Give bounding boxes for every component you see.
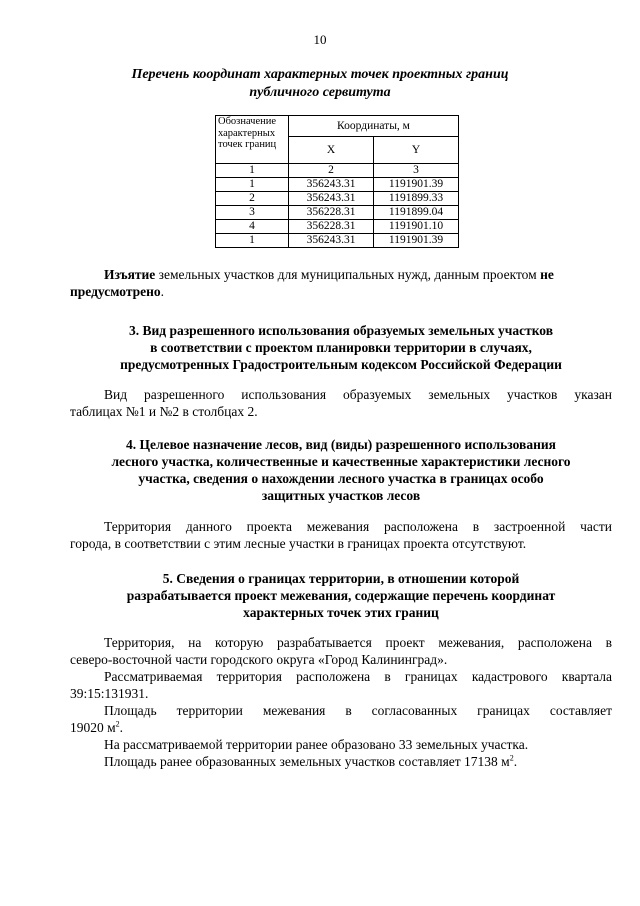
table-row [216,234,459,248]
page-number: 10 [313,32,327,47]
table-header-row [216,116,459,137]
table-title [0,66,640,102]
table-cell: 1 [216,178,289,192]
table-cell: 3 [216,206,289,220]
section-3-text: Вид разрешенного использования образуемых земельных участков указан таблицах №1 и №2 в столбцах 2. [70,387,612,419]
section-3-heading: 3. Вид разрешенного использования образуемых земельных участков в соответствии с проектом планировки территории в случаях, предусмотренных Градостроительным кодексом Российской Федерации [120,323,562,372]
section-4-heading: 4. Целевое назначение лесов, вид (виды) разрешенного использования лесного участка, количественные и качественные характеристики лесного участка, сведения о нахождении лесного участка в границах особо защитных участков лесов [111,437,571,503]
table-title-line: публичного сервитута [249,85,391,100]
table-cell: 1 [216,164,289,178]
table-cell: 2 [289,164,374,178]
coordinates-table [215,115,459,248]
table-row [216,192,459,206]
table-cell: 356243.31 [289,234,374,248]
paragraph-seizure: Изъятие земельных участков для муниципальных нужд, данным проектом не предусмотрено. [70,267,554,299]
table-cell: 356228.31 [289,220,374,234]
section-5-text: Территория, на которую разрабатывается проект межевания, расположена в северо-восточной части городского округа «Город Калининград». Рассматриваемая территория расположена в границах кадастрового квартала 39:15:131931. Площадь территории межевания в согласованных границах составляет 19020 $м^2$. На рассматриваемой территории ранее образовано 33 земельных участка. Площадь ранее образованных земельных участков составляет 17138 $м^2$. [70,635,612,769]
header-coords: Координаты, м [289,116,459,137]
table-row [216,206,459,220]
table-cell: 1191901.10 [374,220,459,234]
table-title-line: Перечень координат характерных точек проектных границ [131,67,509,82]
table-row [216,178,459,192]
table-cell: 1191899.04 [374,206,459,220]
table-cell: 1191899.33 [374,192,459,206]
table-cell: 1191901.39 [374,178,459,192]
section-4-text: Территория данного проекта межевания расположена в застроенной части города, в соответствии с этим лесные участки в границах проекта отсутствуют. [70,519,612,551]
table-cell: 356228.31 [289,206,374,220]
header-designation: Обозначение характерных точек границ [216,116,289,164]
table-cell: 1191901.39 [374,234,459,248]
bold-term: Изъятие [104,267,156,282]
header-y: Y [374,137,459,164]
table-cell: 3 [374,164,459,178]
table-row [216,220,459,234]
table-cell: 356243.31 [289,192,374,206]
section-5-heading: 5. Сведения о границах территории, в отношении которой разрабатывается проект межевания, содержащие перечень координат характерных точек этих границ [126,571,556,620]
table-cell: 1 [216,234,289,248]
table-cell: 356243.31 [289,178,374,192]
header-x: X [289,137,374,164]
table-cell: 2 [216,192,289,206]
table-cell: 4 [216,220,289,234]
table-row-col-numbers [216,164,459,178]
